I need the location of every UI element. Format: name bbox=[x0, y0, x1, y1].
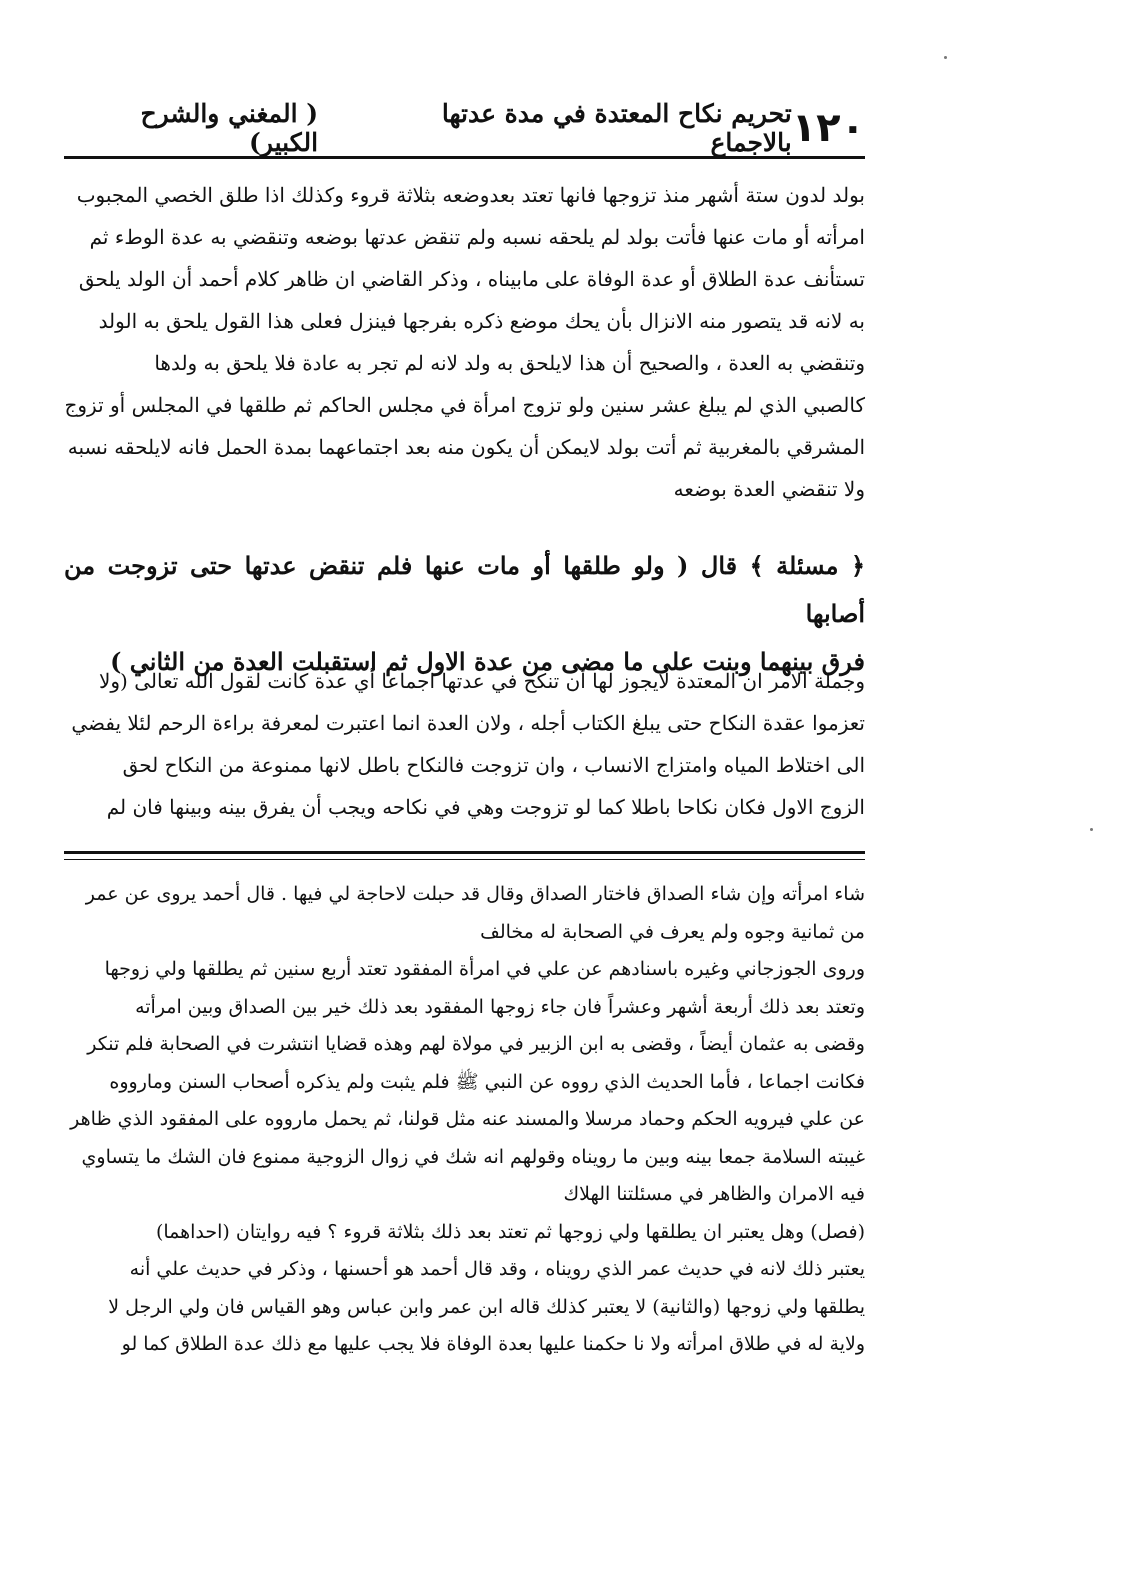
footnote-line: ولاية له في طلاق امرأته ولا نا حكمنا عليها بعدة الوفاة فلا يجب عليها مع ذلك عدة الطلاق كما لو bbox=[121, 1333, 865, 1355]
footnote-line: وتعتد بعد ذلك أربعة أشهر وعشراً فان جاء زوجها المفقود بعد ذلك خير بين الصداق وبين امرأته bbox=[135, 995, 865, 1018]
text-line: امرأته أو مات عنها فأتت بولد لم يلحقه نسبه ولم تنقض عدتها بوضعه وتنقضي به عدة الوطء ثم bbox=[89, 225, 865, 249]
footnote-line: وقضى به عثمان أيضاً ، وقضى به ابن الزبير في مولاة لهم وهذه قضايا انتشرت في الصحابة فلم تنكر bbox=[87, 1033, 865, 1055]
page-number: ١٢٠ bbox=[791, 105, 865, 151]
footnote-line: يطلقها ولي زوجها (والثانية) لا يعتبر كذلك قاله ابن عمر وابن عباس وهو القياس فان ولي الرجل لا bbox=[108, 1295, 865, 1318]
masala-line: فرق بينهما وبنت على ما مضى من عدة الاول ثم استقبلت العدة من الثاني ) bbox=[110, 647, 865, 676]
footnote-divider bbox=[64, 851, 865, 860]
footnote-line: شاء امرأته وإن شاء الصداق فاختار الصداق وقال قد حبلت لاحاجة لي فيها . قال أحمد يروى عن عمر bbox=[85, 883, 865, 905]
text-line: الى اختلاط المياه وامتزاج الانساب ، وان تزوجت فالنكاح باطل لانها ممنوعة من النكاح لحق bbox=[122, 753, 865, 777]
text-line: المشرقي بالمغربية ثم أتت بولد لايمكن أن يكون منه بعد اجتماعهما بمدة الحمل فانه لايلحقه نسبه bbox=[67, 435, 865, 459]
footnote-line: عن علي فيرويه الحكم وحماد مرسلا والمسند عنه مثل قولنا، ثم يحمل مارووه على المفقود الذي ظاهر bbox=[70, 1108, 865, 1130]
footnote-line: (فصل) وهل يعتبر ان يطلقها ولي زوجها ثم تعتد بعد ذلك بثلاثة قروء ؟ فيه روايتان (احداهما) bbox=[155, 1220, 865, 1243]
text-line: تعزموا عقدة النكاح حتى يبلغ الكتاب أجله ، ولان العدة انما اعتبرت لمعرفة براءة الرحم لئلا يفضي bbox=[71, 711, 865, 735]
text-line: تستأنف عدة الطلاق أو عدة الوفاة على مابيناه ، وذكر القاضي ان ظاهر كلام أحمد أن الولد يلحق bbox=[78, 267, 865, 291]
footnote-line: فكانت اجماعا ، فأما الحديث الذي رووه عن النبي ﷺ فلم يثبت ولم يذكره أصحاب السنن ومارووه bbox=[109, 1070, 865, 1093]
text-line: بولد لدون ستة أشهر منذ تزوجها فانها تعتد بعدوضعه بثلاثة قروء وكذلك اذا طلق الخصي المجبوب bbox=[76, 183, 865, 207]
text-line: ولا تنقضي العدة بوضعه bbox=[673, 477, 865, 501]
scan-speck bbox=[944, 56, 947, 59]
text-line: الزوج الاول فكان نكاحا باطلا كما لو تزوجت وهي في نكاحه ويجب أن يفرق بينه وبينها فان لم bbox=[106, 795, 865, 819]
text-line: كالصبي الذي لم يبلغ عشر سنين ولو تزوج امرأة في مجلس الحاكم ثم طلقها في المجلس أو تزوج bbox=[64, 393, 865, 417]
footnote-line: فيه الامران والظاهر في مسئلتنا الهلاك bbox=[563, 1183, 865, 1205]
running-header bbox=[64, 99, 865, 157]
header-titles bbox=[64, 99, 792, 157]
footnote-line: وروى الجوزجاني وغيره باسنادهم عن علي في امرأة المفقود تعتد أربع سنين ثم يطلقها ولي زوجها bbox=[104, 958, 865, 980]
scan-speck bbox=[1090, 828, 1093, 831]
footnote-commentary bbox=[64, 876, 865, 1364]
masala-line: ﴿ مسئلة ﴾ قال ( ولو طلقها أو مات عنها فلم تنقض عدتها حتى تزوجت من أصابها bbox=[64, 551, 865, 628]
main-text-top bbox=[64, 174, 865, 510]
footnote-line: من ثمانية وجوه ولم يعرف في الصحابة له مخالف bbox=[480, 920, 865, 943]
header-rule bbox=[64, 156, 865, 159]
text-line: به لانه قد يتصور منه الانزال بأن يحك موضع ذكره بفرجها فينزل فعلى هذا القول يلحق به الولد bbox=[98, 309, 865, 333]
section-topic: تحريم نكاح المعتدة في مدة عدتها بالاجماع bbox=[441, 99, 792, 157]
text-line: وتنقضي به العدة ، والصحيح أن هذا لايلحق به ولد لانه لم تجر به عادة فلا يلحق به ولدها bbox=[154, 351, 865, 375]
text-line: وجملة الامر ان المعتدة لايجوز لها أن تنكح في عدتها اجماعا أي عدة كانت لقول الله تعالى (ولا bbox=[98, 669, 865, 693]
main-text-bottom bbox=[64, 660, 865, 828]
footnote-line: غيبته السلامة جمعا بينه وبين ما رويناه وقولهم انه شك في زوال الزوجية ممنوع فان الشك ما يتساوي bbox=[81, 1145, 865, 1168]
book-title: ( المغني والشرح الكبير) bbox=[140, 99, 319, 157]
footnote-line: يعتبر ذلك لانه في حديث عمر الذي رويناه ، وقد قال أحمد هو أحسنها ، وذكر في حديث علي أنه bbox=[129, 1258, 865, 1280]
